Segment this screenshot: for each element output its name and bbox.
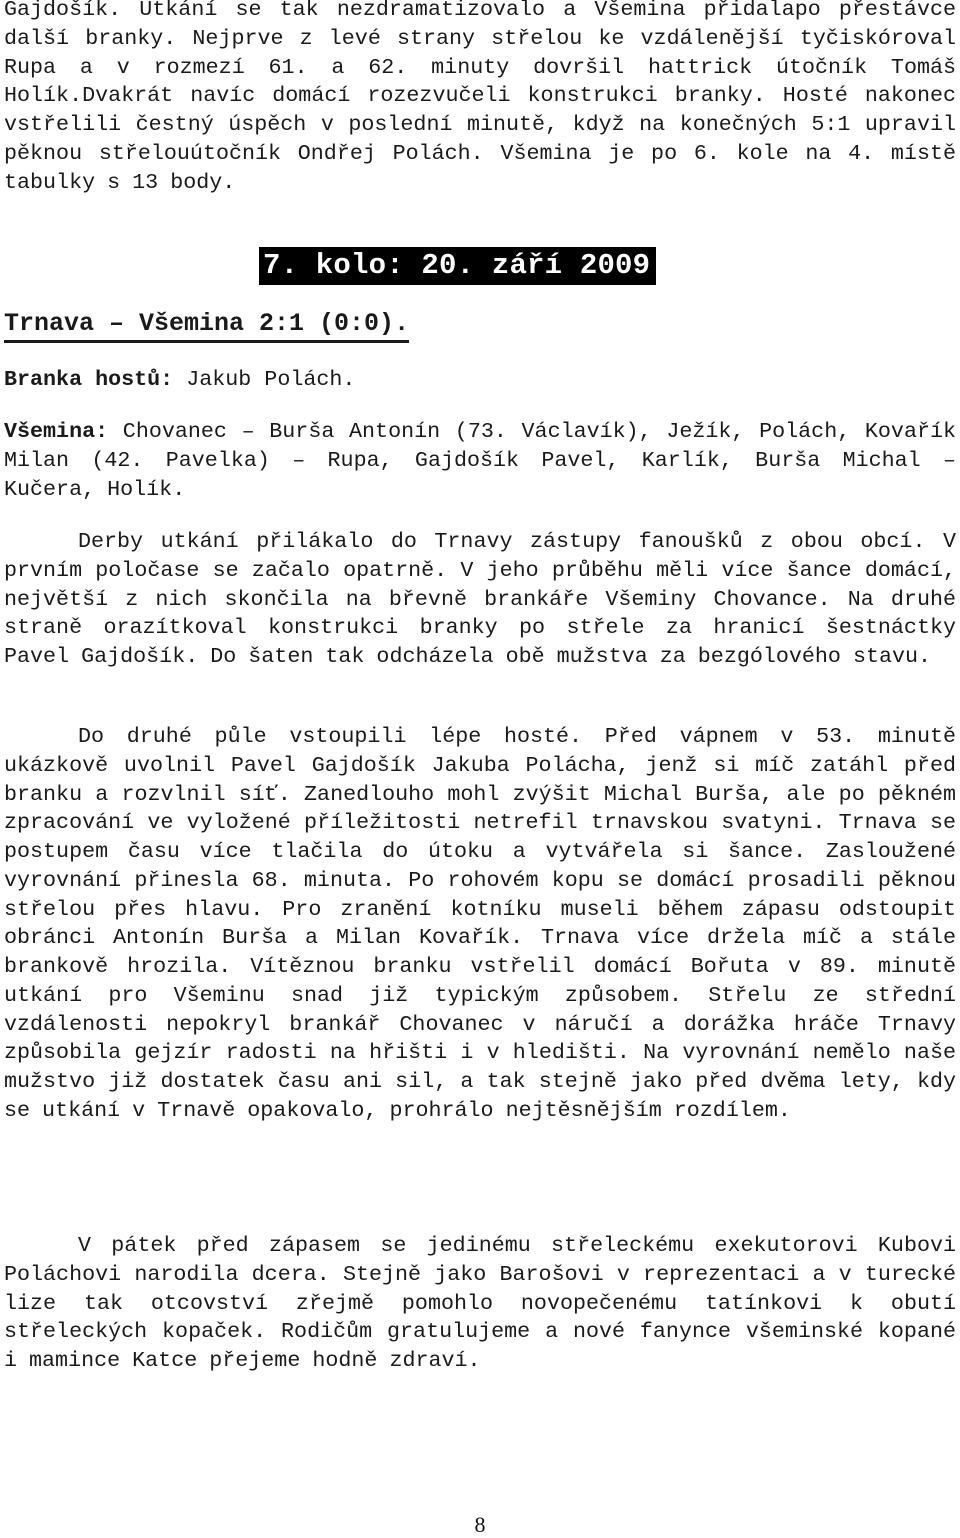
- intro-paragraph: Gajdošík. Utkání se tak nezdramatizovalo a Všemina přidalapo přestávce další branky. Nejprve z levé strany střelou ke vzdálenější tyčiskóroval Rupa a v rozmezí 61. a 62. minuty dovršil hattrick útočník Tomáš Holík.Dvakrát navíc domácí rozezvučeli konstrukci branky. Hosté nakonec vstřelili čestný úspěch v poslední minutě, když na konečných 5:1 upravil pěknou střelouútočník Ondřej Polách. Všemina je po 6. kole na 4. místě tabulky s 13 body.: [4, 0, 956, 195]
- report-paragraph-first-half: Derby utkání přilákalo do Trnavy zástupy fanoušků z obou obcí. V prvním poločase se začalo opatrně. V jeho průběhu měli více šance domácí, největší z nich skončila na břevně brankáře Všeminy Chovance. Na druhé straně orazítkoval konstrukci branky po střele za hranicí šestnáctky Pavel Gajdošík. Do šaten tak odcházela obě mužstva za bezgólového stavu.: [4, 529, 956, 669]
- scorers-value: Jakub Polách.: [173, 367, 356, 392]
- scorers-line: [4, 366, 355, 394]
- report-paragraph-congratulations: V pátek před zápasem se jedinému střeleckému exekutorovi Kubovi Poláchovi narodila dcera. Stejně jako Barošovi v reprezentaci a v turecké lize tak otcovství zřejmě pomohlo novopečenému tatínkovi k obutí střeleckých kopaček. Rodičům gratulujeme a nové fanynce všeminské kopané i mamince Katce přejeme hodně zdraví.: [4, 1233, 956, 1373]
- page-number: 8: [474, 1512, 486, 1537]
- scorers-label: Branka hostů:: [4, 367, 174, 392]
- round-heading: 7. kolo: 20. září 2009: [259, 247, 656, 285]
- lineup-paragraph: [4, 418, 956, 504]
- report-paragraph-second-half: Do druhé půle vstoupili lépe hosté. Před vápnem v 53. minutě ukázkově uvolnil Pavel Gajdošík Jakuba Polácha, jenž si míč zatáhl před branku a rozvlnil síť. Zanedlouho mohl zvýšit Michal Burša, ale po pěkném zpracování ve vyložené příležitosti netrefil trnavskou svatyni. Trnava se postupem času více tlačila do útoku a vytvářela si šance. Zasloužené vyrovnání přinesla 68. minuta. Po rohovém kopu se domácí prosadili pěknou střelou přes hlavu. Pro zranění kotníku museli během zápasu odstoupit obránci Antonín Burša a Milan Kovařík. Trnava více držela míč a stále brankově hrozila. Vítěznou branku vstřelil domácí Bořuta v 89. minutě utkání pro Všeminu snad již typickým způsobem. Střelu ze střední vzdálenosti nepokryl brankář Chovanec v náručí a dorážka hráče Trnavy způsobila gejzír radosti na hřišti i v hledišti. Na vyrovnání nemělo naše mužstvo již dostatek času ani sil, a tak stejně jako před dvěma lety, kdy se utkání v Trnavě opakovalo, prohrálo nejtěsnějším rozdílem.: [4, 724, 956, 1123]
- lineup-value: Chovanec – Burša Antonín (73. Václavík), Ježík, Polách, Kovařík Milan (42. Pavelka) – Rupa, Gajdošík Pavel, Karlík, Burša Michal – Kučera, Holík.: [4, 419, 956, 502]
- lineup-label: Všemina:: [4, 419, 109, 444]
- match-title: Trnava – Všemina 2:1 (0:0).: [4, 308, 409, 343]
